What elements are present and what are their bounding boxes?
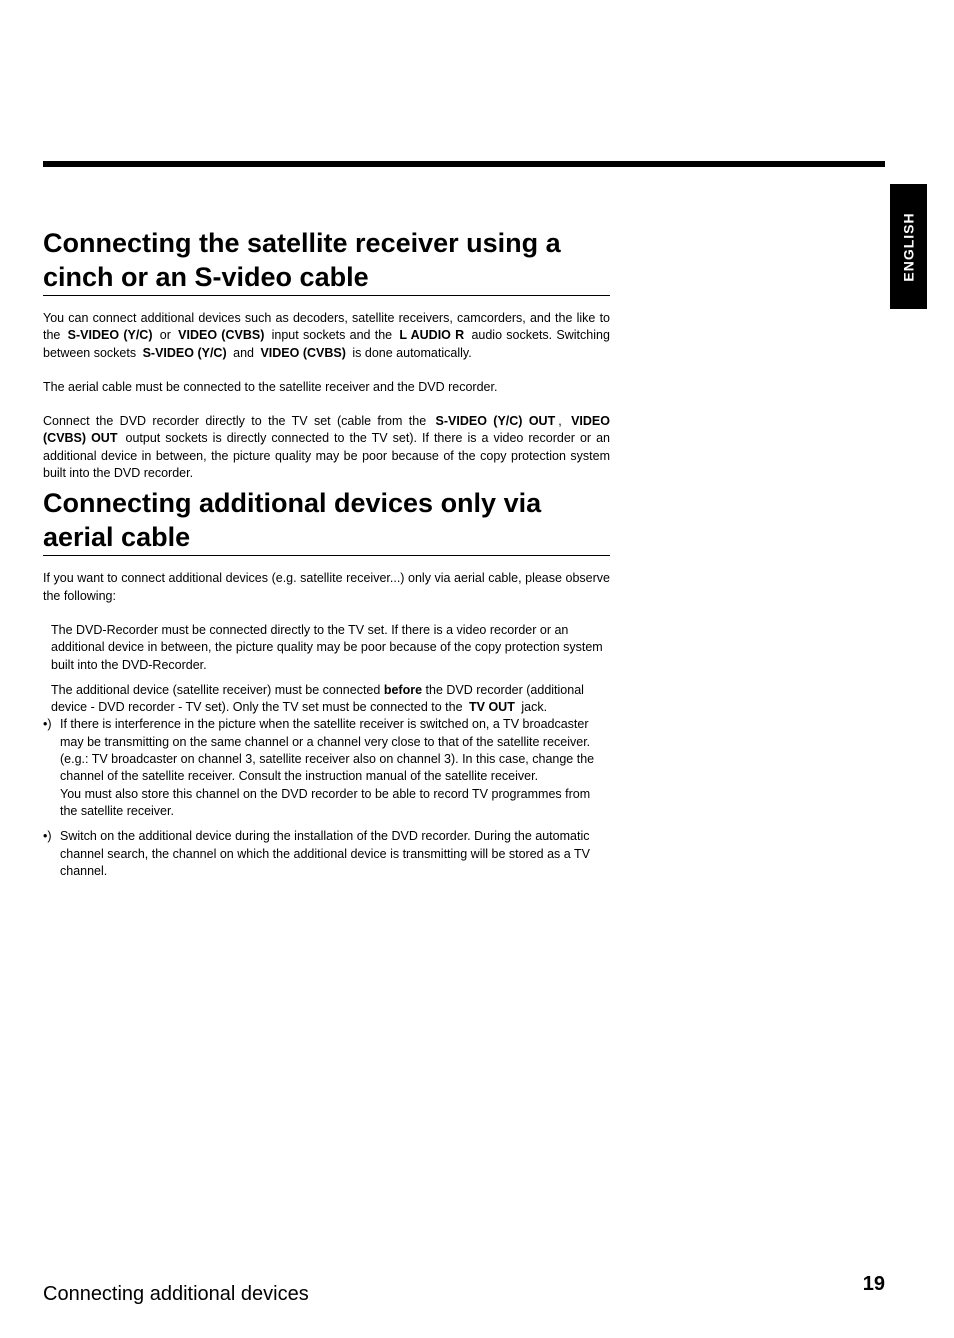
language-tab xyxy=(890,184,927,309)
bullet-mark: •) xyxy=(43,717,52,732)
note-1: The DVD-Recorder must be connected directly to the TV set. If there is a video recorder or an additional device in between, the picture quality may be poor because of the copy protection system built into the DVD-Recorder. xyxy=(51,622,603,672)
main-content xyxy=(43,226,610,880)
page-number: 19 xyxy=(862,1273,885,1295)
language-label: ENGLISH xyxy=(900,211,917,282)
section2-heading: Connecting additional devices only via aerial cable xyxy=(43,486,610,556)
list-item xyxy=(43,828,610,880)
section2-intro: If you want to connect additional devices (e.g. satellite receiver...) only via aerial cable, please observe the following: xyxy=(43,571,610,603)
bullet-list xyxy=(43,716,610,880)
socket-label: S-VIDEO (Y/C) xyxy=(67,328,153,343)
socket-label: VIDEO (CVBS) xyxy=(178,328,265,343)
bullet-mark: •) xyxy=(43,829,52,844)
list-item-text: Switch on the additional device during the installation of the DVD recorder. During the automatic channel search, the channel on which the additional device is transmitting will be stored as a TV channel. xyxy=(60,829,590,878)
emphasis: before xyxy=(383,682,423,697)
section1-heading: Connecting the satellite receiver using a cinch or an S-video cable xyxy=(43,226,610,296)
socket-label: VIDEO (CVBS) OUT xyxy=(43,414,610,446)
socket-label: S-VIDEO (Y/C) OUT xyxy=(435,414,556,429)
section1-paragraph-1: You can connect additional devices such as decoders, satellite receivers, camcorders, and the like to the S-VIDEO (Y/C) or VIDEO (CVBS) input sockets and the L AUDIO R audio sockets. Switching between sockets S-VIDEO (Y/C) and VIDEO (CVBS) is done automatically. xyxy=(43,311,610,360)
socket-label: TV OUT xyxy=(469,700,515,715)
list-item-text: You must also store this channel on the DVD recorder to be able to record TV programmes from the satellite receiver. xyxy=(60,786,591,818)
socket-label: L AUDIO R xyxy=(399,328,465,343)
socket-label: VIDEO (CVBS) xyxy=(260,345,346,360)
list-item-text: If there is interference in the picture when the satellite receiver is switched on, a TV broadcaster may be transmitting on the same channel or a channel very close to that of the satellite receiver. (e.g.: TV broadcaster on channel 3, satellite receiver also on channel 3). In this case, change the channel of the satellite receiver. Consult the instruction manual of the satellite receiver. xyxy=(60,717,595,784)
footer-title: Connecting additional devices xyxy=(43,1283,309,1305)
section1-paragraph-2: The aerial cable must be connected to the satellite receiver and the DVD recorder. xyxy=(43,379,498,394)
socket-label: S-VIDEO (Y/C) xyxy=(142,345,227,360)
list-item xyxy=(43,716,610,820)
section1-paragraph-3: Connect the DVD recorder directly to the TV set (cable from the S-VIDEO (Y/C) OUT , VIDEO (CVBS) OUT output sockets is directly connected to the TV set). If there is a video recorder or an additional device in between, the picture quality may be poor because of the copy protection system built into the DVD recorder. xyxy=(43,414,610,481)
note-2: The additional device (satellite receiver) must be connected before the DVD recorder (additional device - DVD recorder - TV set). Only the TV set must be connected to the TV OUT jack. xyxy=(51,682,584,715)
top-rule xyxy=(43,161,885,167)
